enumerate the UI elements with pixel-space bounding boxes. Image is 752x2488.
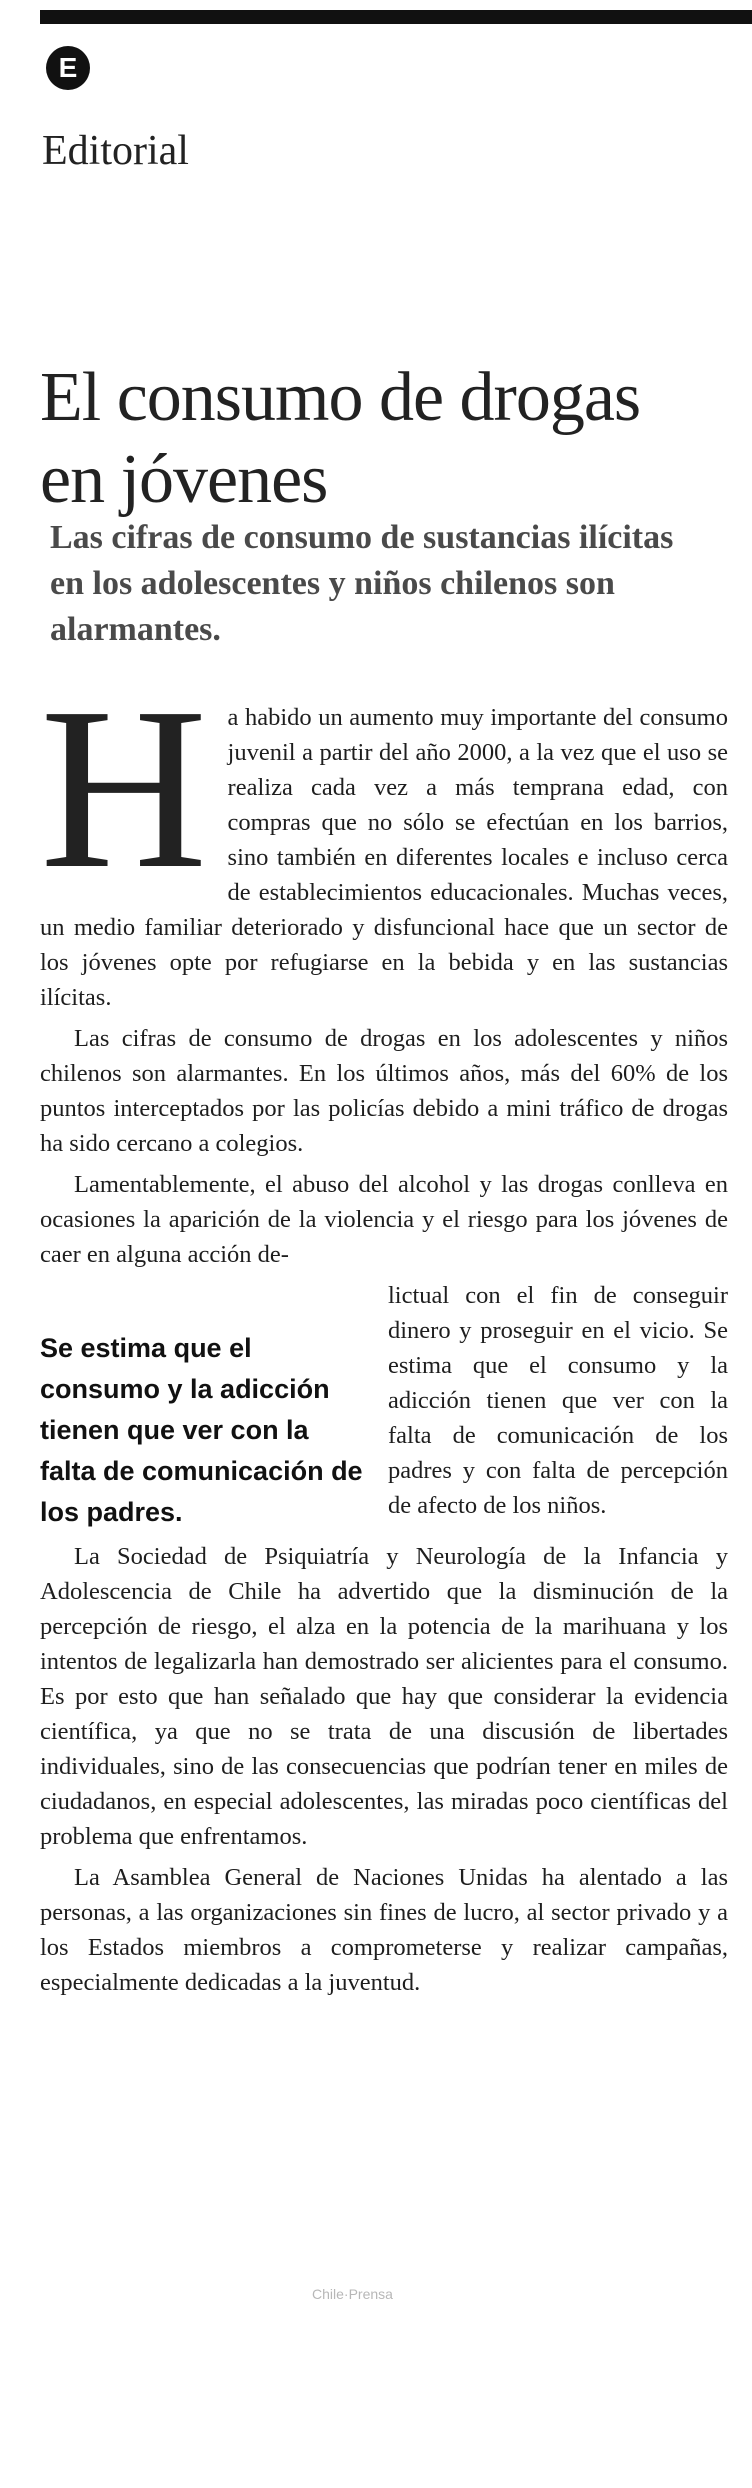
paragraph-5: La Asamblea General de Naciones Unidas ha alentado a las personas, a las organizaciones sin fines de lucro, al sector privado y a los Estados miembros a comprometerse y realizar campañas, especialmente dedicadas a la juventud.: [40, 1864, 728, 1996]
section-label: Editorial: [42, 128, 189, 174]
pullquote-section: [40, 1278, 728, 1533]
paragraph-4: La Sociedad de Psiquiatría y Neurología de la Infancia y Adolescencia de Chile ha advertido que la disminución de la percepción de riesgo, el alza en la potencia de la marihuana y los intentos de legalizarla han demostrado ser alicientes para el consumo. Es por esto que han señalado que hay que considerar la evidencia científica, ya que no se trata de una discusión de libertades individuales, sino de las consecuencias que podrían tener en miles de ciudadanos, en especial adolescentes, las miradas poco científicas del problema que enfrentamos.: [40, 1543, 728, 1850]
headline: El consumo de drogas en jóvenes: [40, 358, 641, 518]
deck: Las cifras de consumo de sustancias ilícitas en los adolescentes y niños chilenos son alarmantes.: [50, 519, 674, 648]
paragraph-1: [40, 660, 728, 1015]
watermark: Chile·Prensa: [312, 2286, 393, 2302]
article-body: [40, 660, 728, 2006]
top-rule: [40, 10, 752, 24]
drop-cap: H: [40, 660, 208, 917]
section-badge: E: [46, 46, 90, 90]
pullquote: Se estima que el consumo y la adicción tienen que ver con la falta de comunicación de los padres.: [40, 1333, 363, 1527]
paragraph-3: Lamentablemente, el abuso del alcohol y las drogas conlleva en ocasiones la aparición de la violencia y el riesgo para los jóvenes de caer en alguna acción de-: [40, 1171, 728, 1268]
paragraph-3-continued: lictual con el fin de conseguir dinero y proseguir en el vicio. Se estima que el consumo y la adicción tienen que ver con la falta de comunicación de los padres y con falta de percepción de afecto de los niños.: [388, 1282, 728, 1519]
paragraph-2: Las cifras de consumo de drogas en los adolescentes y niños chilenos son alarmantes. En los últimos años, más del 60% de los puntos interceptados por las policías debido a mini tráfico de drogas ha sido cercano a colegios.: [40, 1025, 728, 1157]
paragraph-1-text: a habido un aumento muy importante del consumo juvenil a partir del año 2000, a la vez que el uso se realiza cada vez a más temprana edad, con compras que no sólo se efectúan en los barrios, sino también en diferentes locales e incluso cerca de establecimientos educacionales. Muchas veces, un medio familiar deteriorado y disfuncional hace que un sector de los jóvenes opte por refugiarse en la bebida y en las sustancias ilícitas.: [40, 704, 728, 1011]
